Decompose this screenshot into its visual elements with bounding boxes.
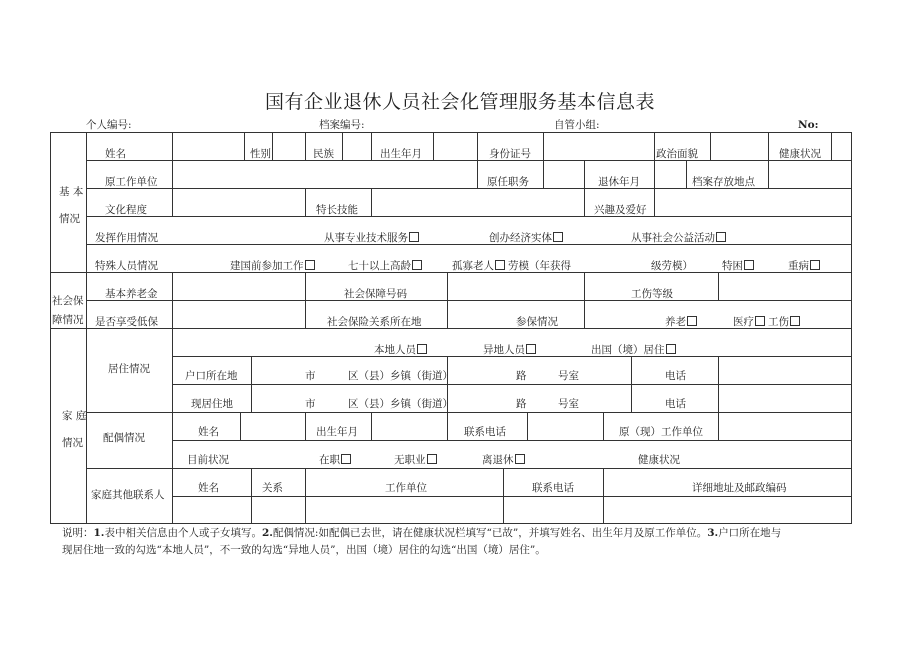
- checkbox: [666, 344, 676, 354]
- ss-location-label: 社会保险关系所在地: [327, 316, 422, 328]
- ethnic-label: 民族: [313, 148, 334, 160]
- current-city: 市: [305, 398, 316, 410]
- other-unit-label: 工作单位: [385, 482, 427, 494]
- current-phone: 电话: [665, 398, 686, 410]
- ins-injury[interactable]: 工伤: [768, 316, 800, 329]
- special-opt-model-end: 级劳模）: [651, 260, 693, 272]
- checkbox: [412, 260, 422, 270]
- other-phone-label: 联系电话: [532, 482, 574, 494]
- spouse-opt-retired[interactable]: 离退休: [482, 454, 525, 467]
- form-title: 国有企业退休人员社会化管理服务基本信息表: [264, 91, 655, 113]
- spouse-birth-label: 出生年月: [316, 426, 358, 438]
- section-basic-a: 基 本: [59, 186, 84, 198]
- household-room: 号室: [558, 370, 579, 382]
- ss-no-label: 社会保障号码: [344, 288, 407, 300]
- checkbox: [305, 260, 315, 270]
- name-label: 姓名: [105, 148, 126, 160]
- birth-label: 出生年月: [380, 148, 422, 160]
- orig-post-label: 原任职务: [487, 176, 529, 188]
- personal-no-label: 个人编号:: [86, 119, 132, 131]
- subsidy-label: 是否享受低保: [95, 316, 158, 328]
- archive-loc-label: 档案存放地点: [692, 176, 755, 188]
- insured-label: 参保情况: [516, 316, 558, 328]
- special-opt-alone[interactable]: 孤寡老人: [452, 260, 505, 273]
- checkbox: [417, 344, 427, 354]
- checkbox: [526, 344, 536, 354]
- other-contact-label: 家庭其他联系人: [91, 489, 165, 501]
- spouse-label: 配偶情况: [103, 432, 145, 444]
- hobby-label: 兴趣及爱好: [594, 204, 647, 216]
- checkbox: [755, 316, 765, 326]
- current-label: 现居住地: [191, 398, 233, 410]
- household-phone: 电话: [665, 370, 686, 382]
- other-address-label: 详细地址及邮政编码: [692, 482, 787, 494]
- pension-label: 基本养老金: [105, 288, 158, 300]
- ins-pension[interactable]: 养老: [665, 316, 697, 329]
- injury-grade-label: 工伤等级: [631, 288, 673, 300]
- orig-unit-label: 原工作单位: [105, 176, 158, 188]
- role-label: 发挥作用情况: [95, 232, 158, 244]
- special-opt-prework[interactable]: 建国前参加工作: [230, 260, 315, 273]
- checkbox: [553, 232, 563, 242]
- household-district: 区（县）乡镇（街道）: [348, 370, 453, 382]
- id-card-label: 身份证号: [489, 148, 531, 160]
- section-social-b: 障情况: [52, 314, 84, 326]
- section-basic-b: 情况: [59, 213, 80, 225]
- special-opt-poor[interactable]: 特困: [722, 260, 754, 273]
- residence-opt-abroad[interactable]: 出国（境）居住: [591, 344, 676, 357]
- checkbox: [427, 454, 437, 464]
- residence-opt-remote[interactable]: 异地人员: [483, 344, 536, 357]
- household-city: 市: [305, 370, 316, 382]
- residence-label: 居住情况: [108, 363, 150, 375]
- household-road: 路: [516, 370, 527, 382]
- no-label: No:: [798, 119, 819, 131]
- health-label: 健康状况: [779, 148, 821, 160]
- archive-no-label: 档案编号:: [319, 119, 365, 131]
- section-family-b: 情况: [62, 437, 83, 449]
- special-label: 特殊人员情况: [95, 260, 158, 272]
- gender-label: 性别: [250, 148, 271, 160]
- section-family-a: 家 庭: [62, 410, 87, 422]
- special-opt-model[interactable]: 劳模（年获得: [508, 260, 571, 272]
- role-opt-public[interactable]: 从事社会公益活动: [631, 232, 726, 245]
- checkbox: [687, 316, 697, 326]
- education-label: 文化程度: [105, 204, 147, 216]
- spouse-name-label: 姓名: [198, 426, 219, 438]
- current-room: 号室: [558, 398, 579, 410]
- skill-label: 特长技能: [316, 204, 358, 216]
- role-opt-business[interactable]: 创办经济实体: [489, 232, 563, 245]
- checkbox: [409, 232, 419, 242]
- current-district: 区（县）乡镇（街道）: [348, 398, 453, 410]
- household-label: 户口所在地: [185, 370, 238, 382]
- checkbox: [341, 454, 351, 464]
- section-social-a: 社会保: [52, 295, 84, 307]
- current-road: 路: [516, 398, 527, 410]
- note-line-2: 现居住地一致的勾选“本地人员”，不一致的勾选“异地人员”，出国（境）居住的勾选“出国（境）居住”。: [62, 544, 546, 556]
- spouse-phone-label: 联系电话: [464, 426, 506, 438]
- spouse-opt-employed[interactable]: 在职: [319, 454, 351, 467]
- spouse-unit-label: 原（现）工作单位: [619, 426, 703, 438]
- checkbox: [790, 316, 800, 326]
- political-label: 政治面貌: [656, 148, 698, 160]
- ins-medical[interactable]: 医疗: [733, 316, 765, 329]
- other-relation-label: 关系: [262, 482, 283, 494]
- retire-date-label: 退休年月: [598, 176, 640, 188]
- checkbox: [744, 260, 754, 270]
- checkbox: [495, 260, 505, 270]
- spouse-health-label: 健康状况: [638, 454, 680, 466]
- spouse-status-label: 目前状况: [187, 454, 229, 466]
- other-name-label: 姓名: [198, 482, 219, 494]
- residence-opt-local[interactable]: 本地人员: [374, 344, 427, 357]
- special-opt-elderly[interactable]: 七十以上高龄: [348, 260, 422, 273]
- checkbox: [810, 260, 820, 270]
- spouse-opt-unemployed[interactable]: 无职业: [394, 454, 437, 467]
- note-line-1: 说明：1.表中相关信息由个人或子女填写。2.配偶情况:如配偶已去世，请在健康状况栏填写“已故”，并填写姓名、出生年月及原工作单位。3.户口所在地与: [62, 527, 782, 539]
- role-opt-tech[interactable]: 从事专业技术服务: [324, 232, 419, 245]
- checkbox: [716, 232, 726, 242]
- checkbox: [515, 454, 525, 464]
- special-opt-ill[interactable]: 重病: [788, 260, 820, 273]
- group-label: 自管小组:: [554, 119, 600, 131]
